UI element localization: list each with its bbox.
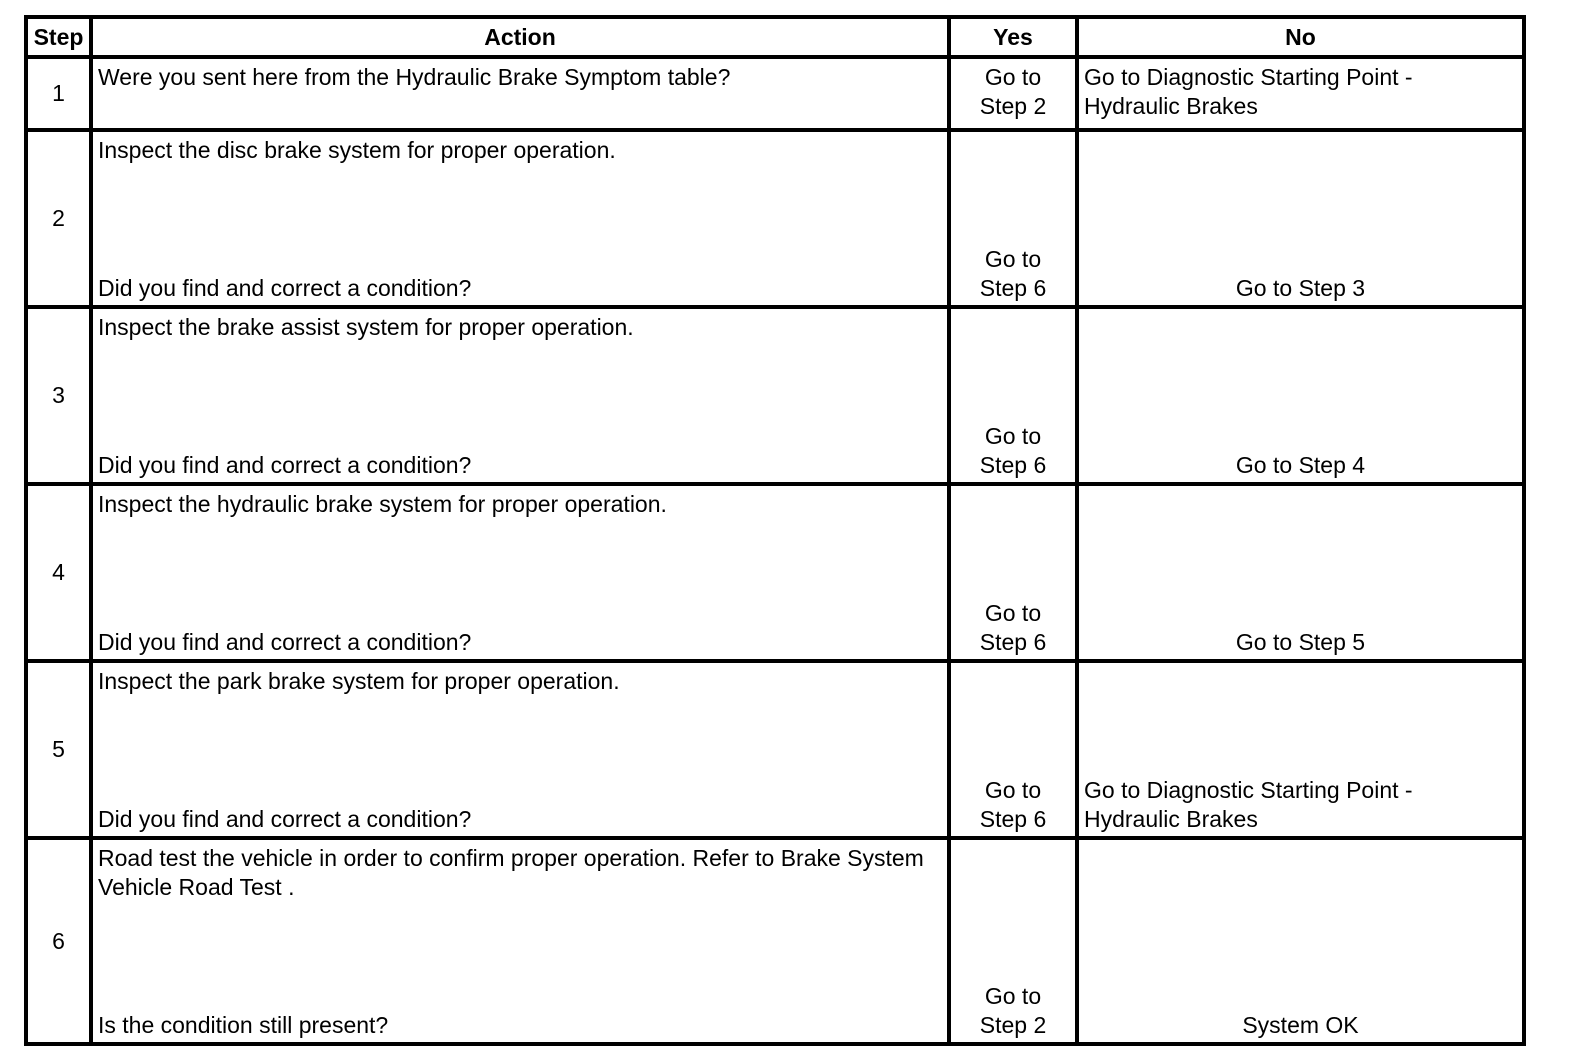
yes-cell <box>949 57 1077 130</box>
step-number: 4 <box>26 484 91 661</box>
no-line-1: Go to Step 4 <box>1235 452 1366 478</box>
yes-step-label: Step 6 <box>979 452 1047 478</box>
yes-cell <box>949 130 1077 307</box>
action-question: Did you find and correct a condition? <box>98 452 472 478</box>
action-instruction: Inspect the hydraulic brake system for proper operation. <box>98 491 667 517</box>
action-cell <box>91 130 949 307</box>
no-cell <box>1077 484 1524 661</box>
action-question: Did you find and correct a condition? <box>98 806 472 832</box>
no-cell <box>1077 838 1524 1044</box>
yes-step-label: Step 6 <box>979 275 1047 301</box>
table-row <box>26 57 1524 130</box>
no-line-1: Go to Diagnostic Starting Point - <box>1084 777 1413 803</box>
yes-step-label: Step 2 <box>979 93 1047 119</box>
yes-step-label: Step 6 <box>979 806 1047 832</box>
action-instruction: Inspect the brake assist system for proper operation. <box>98 314 634 340</box>
no-line-1: Go to Diagnostic Starting Point - <box>1084 64 1413 90</box>
no-line-1: System OK <box>1242 1012 1359 1038</box>
action-cell <box>91 307 949 484</box>
no-line-2: Hydraulic Brakes <box>1084 93 1258 119</box>
step-number: 6 <box>26 838 91 1044</box>
yes-step-label: Step 6 <box>979 629 1047 655</box>
yes-goto-label: Go to <box>984 600 1042 626</box>
header-yes: Yes <box>949 17 1077 57</box>
yes-step-label: Step 2 <box>979 1012 1047 1038</box>
yes-goto-label: Go to <box>984 983 1042 1009</box>
action-question: Were you sent here from the Hydraulic Brake Symptom table? <box>98 64 731 90</box>
action-question: Did you find and correct a condition? <box>98 629 472 655</box>
header-step: Step <box>26 17 91 57</box>
no-cell <box>1077 130 1524 307</box>
action-cell <box>91 661 949 838</box>
action-question: Did you find and correct a condition? <box>98 275 472 301</box>
header-action: Action <box>91 17 949 57</box>
step-number: 2 <box>26 130 91 307</box>
no-cell <box>1077 307 1524 484</box>
no-line-2: Hydraulic Brakes <box>1084 806 1258 832</box>
yes-cell <box>949 484 1077 661</box>
action-question: Is the condition still present? <box>98 1012 389 1038</box>
step-number: 3 <box>26 307 91 484</box>
step-number: 1 <box>26 57 91 130</box>
diagnostic-table <box>24 15 1526 1046</box>
action-cell <box>91 484 949 661</box>
yes-goto-label: Go to <box>984 246 1042 272</box>
table-row <box>26 661 1524 838</box>
header-row <box>26 17 1524 57</box>
action-cell <box>91 838 949 1044</box>
yes-cell <box>949 307 1077 484</box>
yes-cell <box>949 838 1077 1044</box>
yes-goto-label: Go to <box>984 64 1042 90</box>
table-row <box>26 307 1524 484</box>
action-instruction: Inspect the park brake system for proper operation. <box>98 668 620 694</box>
table-row <box>26 838 1524 1044</box>
yes-goto-label: Go to <box>984 777 1042 803</box>
no-cell <box>1077 57 1524 130</box>
action-instruction: Inspect the disc brake system for proper operation. <box>98 137 616 163</box>
yes-goto-label: Go to <box>984 423 1042 449</box>
no-line-1: Go to Step 5 <box>1235 629 1366 655</box>
action-cell <box>91 57 949 130</box>
action-instruction: Road test the vehicle in order to confirm proper operation. Refer to Brake System Vehicle Road Test . <box>98 845 924 900</box>
table-row <box>26 484 1524 661</box>
header-no: No <box>1077 17 1524 57</box>
no-cell <box>1077 661 1524 838</box>
table-row <box>26 130 1524 307</box>
yes-cell <box>949 661 1077 838</box>
no-line-1: Go to Step 3 <box>1235 275 1366 301</box>
step-number: 5 <box>26 661 91 838</box>
